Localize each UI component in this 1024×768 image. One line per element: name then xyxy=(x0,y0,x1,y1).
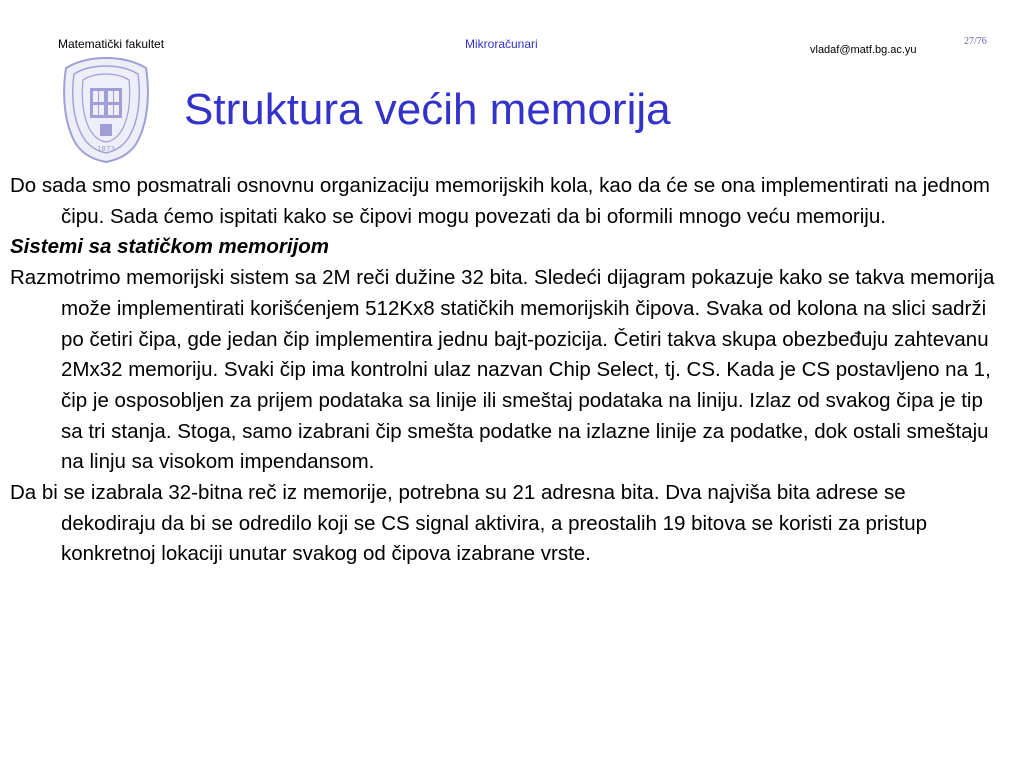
paragraph-intro: Do sada smo posmatrali osnovnu organizaciju memorijskih kola, kao da će se ona implementirati na jednom čipu. Sada ćemo ispitati kako se čipovi mogu povezati da bi oformili mnogo veću memoriju. xyxy=(10,174,990,228)
section-subheading: Sistemi sa statičkom memorijom xyxy=(10,235,330,259)
paragraph-static-memory: Razmotrimo memorijski sistem sa 2M reči dužine 32 bita. Sledeći dijagram pokazuje kako se takva memorija može implementirati korišćenjem 512Kx8 statičkih memorijskih čipova. Svaka od kolona na slici sadrži po četiri čipa, gde jedan čip implementira jednu bajt-pozicija. Četiri takva skupa obezbeđuju zahtevanu 2Mx32 memoriju. Svaki čip ima kontrolni ulaz nazvan Chip Select, tj. CS. Kada je CS postavljeno na 1, čip je osposobljen za prijem podataka sa linije ili smeštaj podataka na liniju. Izlaz od svakog čipa je tip sa tri stanja. Stoga, samo izabrani čip smešta podatke na izlazne linije za podatke, dok ostali smeštaju na linju sa visokom impendansom. xyxy=(10,266,995,474)
paragraph-addressing: Da bi se izabrala 32-bitna reč iz memorije, potrebna su 21 adresna bita. Dva najviša bita adrese se dekodiraju da bi se odredilo koji se CS signal aktivira, a preostalih 19 bitova se koristi za pristup konkretnoj lokaciji unutar svakog od čipova izabrane vrste. xyxy=(10,481,928,566)
header-email: vladaf@matf.bg.ac.yu xyxy=(810,44,917,56)
header-faculty: Matematički fakultet xyxy=(58,37,165,51)
header-course: Mikroračunari xyxy=(465,37,538,51)
slide-body xyxy=(10,171,1000,570)
seal-year: 1873 xyxy=(97,145,115,153)
page-title: Struktura većih memorija xyxy=(184,85,671,134)
page-number: 27/76 xyxy=(964,36,987,47)
faculty-seal-icon xyxy=(56,54,156,166)
